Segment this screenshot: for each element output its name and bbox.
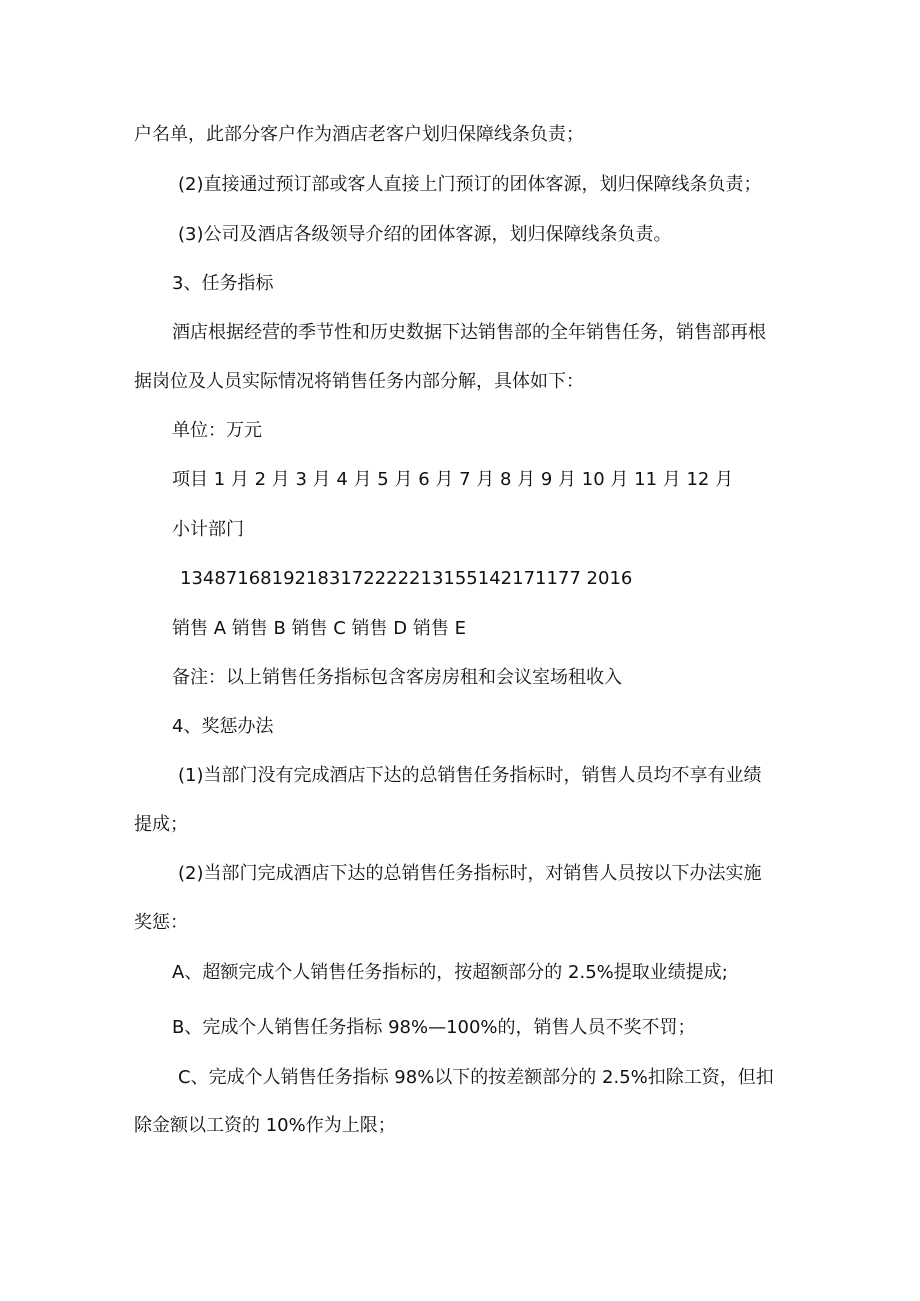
text-line: 户名单，此部分客户作为酒店老客户划归保障线条负责；	[134, 124, 584, 145]
text-line: 酒店根据经营的季节性和历史数据下达销售部的全年销售任务，销售部再根	[172, 322, 766, 343]
note-line: 备注：以上销售任务指标包含客房房租和会议室场租收入	[172, 667, 622, 688]
text-line: 除金额以工资的 10%作为上限；	[134, 1115, 396, 1136]
text-line: C、完成个人销售任务指标 98%以下的按差额部分的 2.5%扣除工资，但扣	[178, 1067, 774, 1088]
text-line: (1)当部门没有完成酒店下达的总销售任务指标时，销售人员均不享有业绩	[178, 765, 762, 786]
section-heading: 3、任务指标	[172, 273, 274, 294]
text-line: (2)当部门完成酒店下达的总销售任务指标时，对销售人员按以下办法实施	[178, 863, 762, 884]
text-line: 单位：万元	[172, 420, 262, 441]
text-line: 据岗位及人员实际情况将销售任务内部分解，具体如下：	[134, 371, 584, 392]
text-line: (2)直接通过预订部或客人直接上门预订的团体客源，划归保障线条负责；	[178, 174, 762, 195]
table-departments-line: 销售 A 销售 B 销售 C 销售 D 销售 E	[172, 618, 466, 639]
table-values-line: 13487168192183172222213155142171177 2016	[180, 568, 633, 589]
table-label-line: 小计部门	[172, 519, 244, 540]
section-heading: 4、奖惩办法	[172, 716, 274, 737]
text-line: B、完成个人销售任务指标 98%—100%的，销售人员不奖不罚；	[172, 1017, 696, 1038]
text-line: A、超额完成个人销售任务指标的，按超额部分的 2.5%提取业绩提成;	[172, 962, 728, 983]
text-line: 提成；	[134, 814, 188, 835]
table-header-line: 项目 1 月 2 月 3 月 4 月 5 月 6 月 7 月 8 月 9 月 10 月 11 月 12 月	[172, 469, 734, 490]
text-line: 奖惩：	[134, 912, 188, 933]
text-line: (3)公司及酒店各级领导介绍的团体客源，划归保障线条负责。	[178, 224, 672, 245]
